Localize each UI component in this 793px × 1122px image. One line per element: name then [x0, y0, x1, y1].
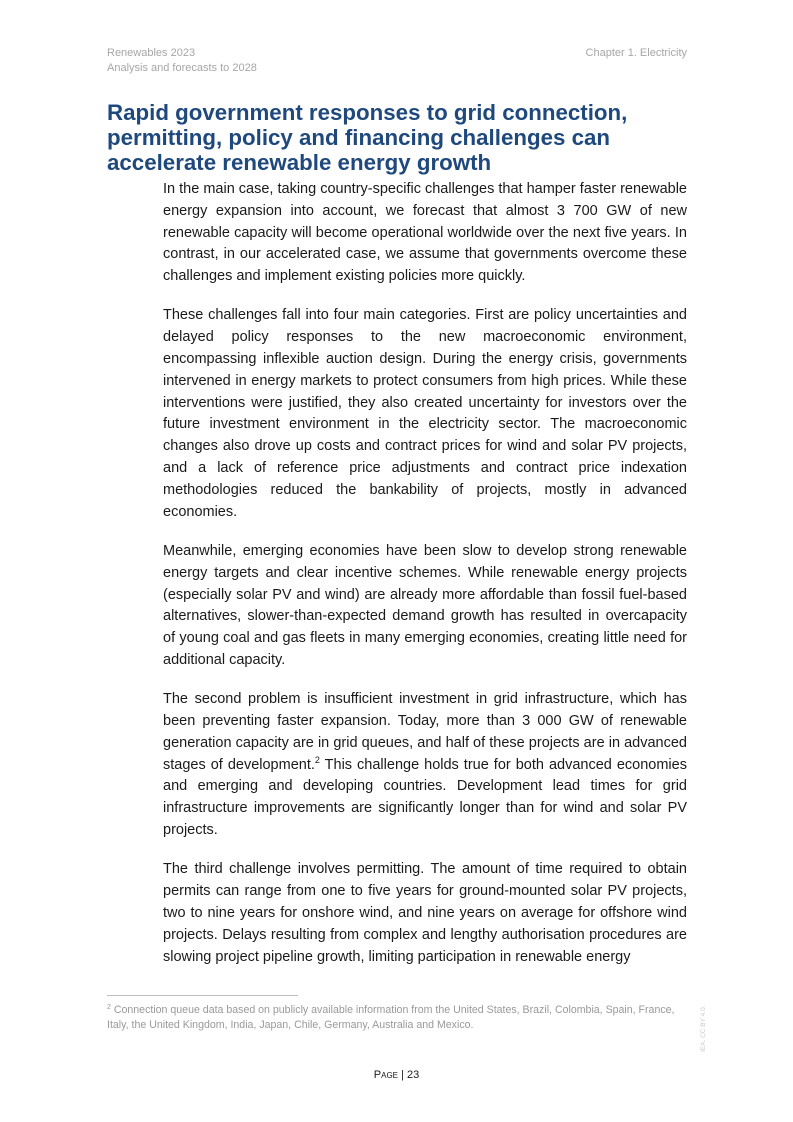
page-label: Page: [373, 1069, 398, 1081]
page-number: [0, 1068, 793, 1082]
footnote-divider: [107, 995, 298, 996]
report-subtitle: Analysis and forecasts to 2028: [107, 62, 257, 74]
paragraph-text: The second problem is insufficient investment in grid infrastructure, which has been preventing faster expansion. Today, more than 3 000 GW of renewable generation capacity are in grid queues, and half of these projects are in advanced stages of development.: [163, 691, 687, 773]
page-number-value: 23: [406, 1069, 420, 1081]
footnote: [107, 1003, 687, 1032]
spacer: [107, 968, 687, 995]
license-watermark: IEA. CC BY 4.0.: [700, 1005, 707, 1052]
paragraph: In the main case, taking country-specific challenges that hamper faster renewable energy expansion into account, we forecast that almost 3 700 GW of new renewable capacity will become operational worldwide over the next five years. In contrast, in our accelerated case, we assume that governments overcome these challenges and implement existing policies more quickly.: [163, 181, 687, 285]
footnote-marker: 2: [107, 1004, 111, 1011]
paragraph-text: This challenge holds true for both advanced economies and emerging and developing countries. Development lead times for grid infrastructure improvements are significantly longer than for wind and solar PV projects.: [163, 756, 687, 839]
footnote-ref[interactable]: 2: [314, 754, 320, 765]
chapter-title: Chapter 1. Electricity: [585, 47, 687, 59]
footnote-text: Connection queue data based on publicly available information from the United States, Brazil, Colombia, Spain, France, Italy, the United Kingdom, India, Japan, Chile, Germany, Australia and Mexico.: [107, 1004, 675, 1031]
running-header-left: [107, 46, 257, 76]
paragraph: Meanwhile, emerging economies have been slow to develop strong renewable energy targets and clear incentive schemes. While renewable energy projects (especially solar PV and wind) are already more affordable than fossil fuel-based alternatives, slower-than-expected demand growth has resulted in overcapacity of young coal and gas fleets in many emerging economies, creating little need for additional capacity.: [163, 542, 687, 668]
page-separator: |: [398, 1069, 407, 1081]
section-heading: Rapid government responses to grid connection, permitting, policy and financing challenges can accelerate renewable energy growth: [107, 100, 628, 175]
paragraph: [163, 689, 687, 842]
body-text: [163, 179, 687, 968]
running-header: [107, 46, 687, 76]
report-title: Renewables 2023: [107, 47, 196, 59]
paragraph: These challenges fall into four main categories. First are policy uncertainties and delayed policy responses to the new macroeconomic environment, encompassing inflexible auction design. During the energy crisis, governments intervened in energy markets to protect consumers from high prices. While these interventions were justified, they also created uncertainty for investors over the future investment environment in the electricity sector. The macroeconomic changes also drove up costs and contract prices for wind and solar PV projects, and a lack of reference price adjustments and contract price indexation methodologies reduced the bankability of projects, mostly in advanced economies.: [163, 307, 687, 520]
paragraph: The third challenge involves permitting. The amount of time required to obtain permits can range from one to five years for ground-mounted solar PV projects, two to nine years for onshore wind, and nine years on average for offshore wind projects. Delays resulting from complex and lengthy authorisation procedures are slowing project pipeline growth, limiting participation in renewable energy: [163, 861, 687, 965]
